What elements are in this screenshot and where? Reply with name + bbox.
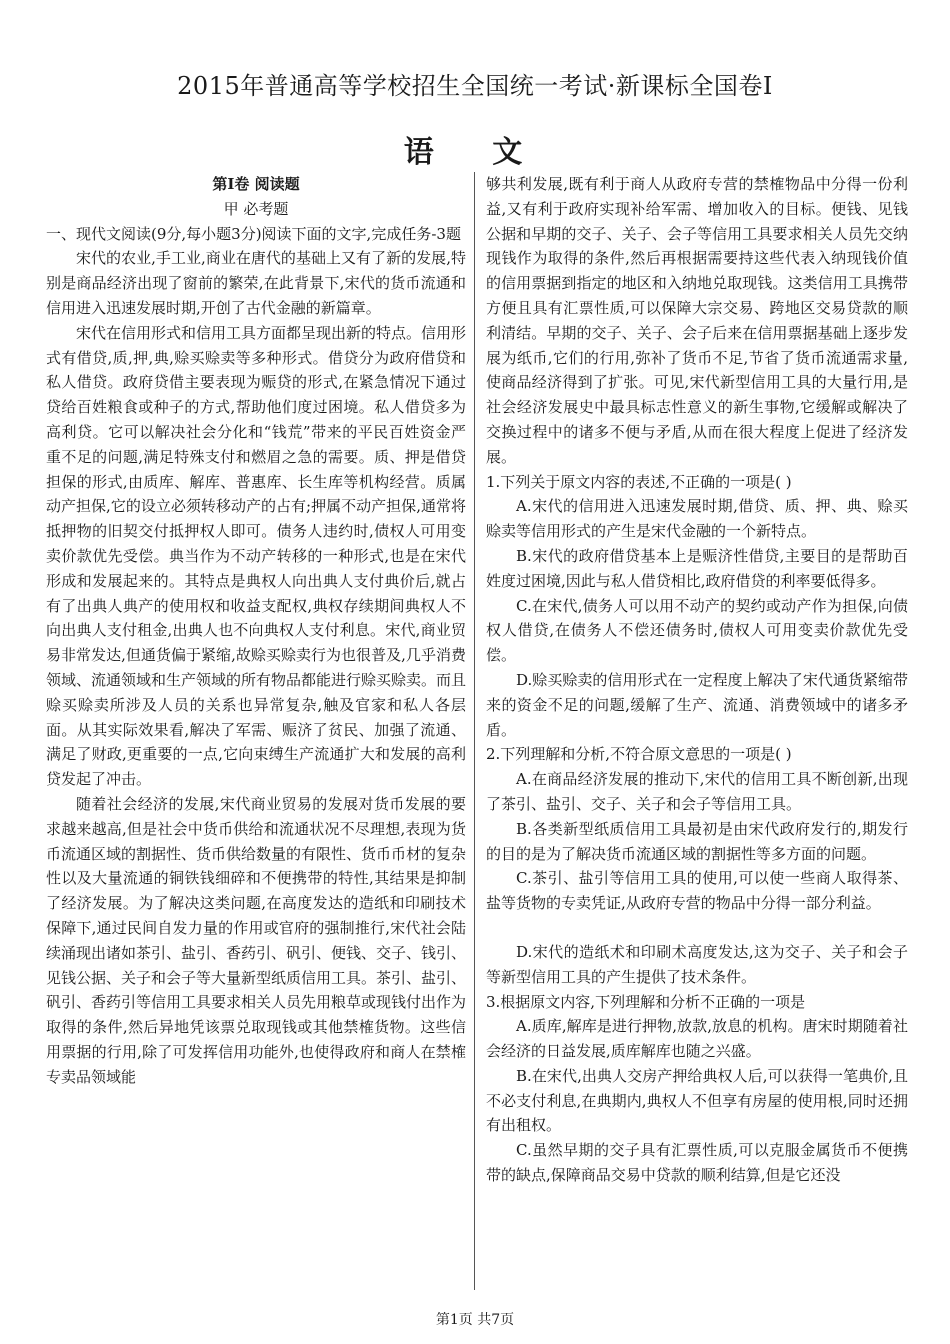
question-2: 2.下列理解和分析,不符合原文意思的一项是( ): [486, 745, 792, 764]
question-2-option-b: B.各类新型纸质信用工具最初是由宋代政府发行的,期发行的目的是为了解决货币流通区域的割据性等多方面的问题。: [486, 819, 908, 863]
question-1: 1.下列关于原文内容的表述,不正确的一项是( ): [486, 472, 792, 491]
column-divider: [474, 172, 475, 1290]
passage-paragraph-3: 随着社会经济的发展,宋代商业贸易的发展对货币发展的要求越来越高,但是社会中货币供给和流通状况不尽理想,表现为货币流通区域的割据性、货币供给数量的有限性、货币币材的复杂性以及大量流通的铜铁钱细碎和不便携带的特性,其结果是抑制了经济发展。为了解决这类问题,在高度发达的造纸和印刷技术保障下,通过民间自发力量的作用或官府的强制推行,宋代社会陆续涌现出诸如茶引、盐引、香药引、矾引、便钱、交子、钱引、见钱公据、关子和会子等大量新型纸质信用工具。茶引、盐引、矾引、香药引等信用工具要求相关人员先用粮草或现钱付出作为取得的条件,然后异地凭该票兑取现钱或其他禁榷货物。这些信用票据的行用,除了可发挥信用功能外,也使得政府和商人在禁榷专卖品领域能: [46, 794, 467, 1086]
exam-title: 2015年普通高等学校招生全国统一考试·新课标全国卷Ⅰ: [177, 72, 773, 100]
question-intro: 一、现代文阅读(9分,每小题3分)阅读下面的文字,完成任务-3题: [46, 224, 461, 243]
subject-title: 语 文: [403, 135, 547, 170]
passage-paragraph-2: 宋代在信用形式和信用工具方面都呈现出新的特点。信用形式有借贷,质,押,典,赊买赊卖等多种形式。借贷分为政府借贷和私人借贷。政府贷借主要表现为赈贷的形式,在紧急情况下通过贷给百姓粮食或种子的方式,帮助他们度过困境。私人借贷多为高利贷。它可以解决社会分化和“钱荒”带来的平民百姓资金严重不足的问题,满足特殊支付和燃眉之急的需要。质、押是借贷担保的形式,由质库、解库、普惠库、长生库等机构经营。质属动产担保,它的设立必须转移动产的占有;押属不动产担保,通常将抵押物的旧契交付抵押权人即可。债务人违约时,债权人可用变卖价款优先受偿。典当作为不动产转移的一种形式,也是在宋代形成和发展起来的。其特点是典权人向出典人支付典价后,就占有了出典人典产的使用权和收益支配权,典权存续期间典权人不向出典人支付租金,出典人也不向典权人支付利息。宋代,商业贸易非常发达,但通货偏于紧缩,故赊买赊卖行为也很普及,几乎消费领域、流通领域和生产领域的所有物品都能进行赊买赊卖。而且赊买赊卖所涉及人员的关系也异常复杂,触及官家和私人各层面。从其实际效果看,解决了军需、赈济了贫民、加强了流通、满足了财政,更重要的一点,它向束缚生产流通扩大和发展的高利贷发起了冲击。: [46, 323, 467, 789]
question-3-option-c: C.虽然早期的交子具有汇票性质,可以克服金属货币不便携带的缺点,保障商品交易中贷款的顺利结算,但是它还没: [486, 1141, 908, 1185]
question-3: 3.根据原文内容,下列理解和分析不正确的一项是: [486, 992, 806, 1011]
question-1-option-a: A.宋代的信用进入迅速发展时期,借贷、质、押、典、赊买赊卖等信用形式的产生是宋代金融的一个新特点。: [486, 497, 908, 541]
question-3-option-b: B.在宋代,出典人交房产押给典权人后,可以获得一笔典价,且不必支付利息,在典期内,典权人不但享有房屋的使用根,同时还拥有出租权。: [486, 1066, 908, 1135]
part-heading: 第Ⅰ卷 阅读题: [212, 175, 300, 193]
passage-continued: 够共利发展,既有利于商人从政府专营的禁榷物品中分得一份利益,又有利于政府实现补给军需、增加收入的目标。便钱、见钱公据和早期的交子、关子、会子等信用工具要求相关人员先交纳现钱作为取得的条件,然后再根据需要持这些代表入纳现钱价值的信用票据到指定的地区和入纳地兑取现钱。这类信用工具携带方便且具有汇票性质,可以保障大宗交易、跨地区交易贷款的顺利清结。早期的交子、关子、会子后来在信用票据基础上逐步发展为纸币,它们的行用,弥补了货币不足,节省了货币流通需求量,使商品经济得到了扩张。可见,宋代新型信用工具的大量行用,是社会经济发展史中最具标志性意义的新生事物,它缓解或解决了交换过程中的诸多不便与矛盾,从而在很大程度上促进了经济发展。: [486, 175, 908, 466]
left-column: [46, 172, 466, 1089]
question-2-option-c: C.茶引、盐引等信用工具的使用,可以使一些商人取得茶、盐等货物的专卖凭证,从政府专营的物品中分得一部分利益。: [486, 869, 908, 913]
right-column: [486, 172, 908, 1188]
passage-paragraph-1: 宋代的农业,手工业,商业在唐代的基础上又有了新的发展,特别是商品经济出现了窗前的繁荣,在此背景下,宋代的货币流通和信用进入迅速发展时期,开创了古代金融的新篇章。: [46, 249, 466, 317]
question-1-option-b: B.宋代的政府借贷基本上是赈济性借贷,主要目的是帮助百姓度过困境,因此与私人借贷相比,政府借贷的利率要低得多。: [486, 546, 908, 590]
question-2-option-d: D.宋代的造纸术和印刷术高度发达,这为交子、关子和会子等新型信用工具的产生提供了技术条件。: [486, 942, 908, 986]
page-footer: 第1页 共7页: [435, 1312, 515, 1328]
question-2-option-a: A.在商品经济发展的推动下,宋代的信用工具不断创新,出现了茶引、盐引、交子、关子和会子等信用工具。: [486, 770, 908, 813]
blank-gap: [486, 916, 908, 940]
section-heading: 甲 必考题: [223, 199, 289, 218]
question-1-option-d: D.赊买赊卖的信用形式在一定程度上解决了宋代通货紧缩带来的资金不足的问题,缓解了生产、流通、消费领域中的诸多矛盾。: [486, 670, 908, 739]
question-3-option-a: A.质库,解库是进行押物,放款,放息的机构。唐宋时期随着社会经济的日益发展,质库解库也随之兴盛。: [486, 1017, 908, 1061]
question-1-option-c: C.在宋代,债务人可以用不动产的契约或动产作为担保,向债权人借贷,在债务人不偿还债务时,债权人可用变卖价款优先受偿。: [486, 596, 908, 665]
